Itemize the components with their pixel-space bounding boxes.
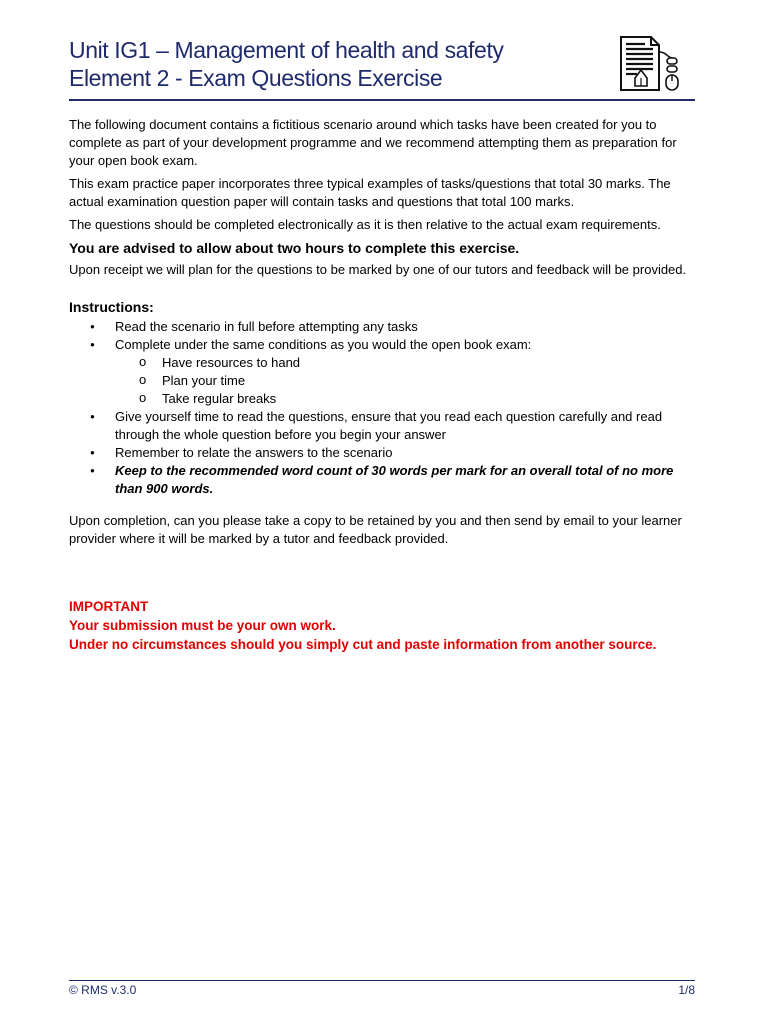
- title-line-2: Element 2 - Exam Questions Exercise: [69, 65, 443, 91]
- instructions-heading: Instructions:: [69, 299, 154, 315]
- header-divider: [69, 99, 695, 101]
- list-item: [69, 336, 695, 408]
- important-label: IMPORTANT: [69, 599, 149, 614]
- list-item: ● Remember to relate the answers to the scenario: [69, 444, 695, 462]
- completion-paragraph: Upon completion, can you please take a copy to be retained by you and then send by email to your learner provider where it will be marked by a tutor and feedback provided.: [69, 513, 682, 546]
- footer-version: © RMS v.3.0: [69, 983, 137, 997]
- sub-list: [115, 354, 695, 408]
- sub-list-item: o Have resources to hand: [69, 354, 695, 372]
- intro-paragraph-2: This exam practice paper incorporates three typical examples of tasks/questions that total 30 marks. The actual examination question paper will contain tasks and questions that total 100 marks.: [69, 176, 671, 209]
- sub-list-item: o Take regular breaks: [69, 390, 695, 408]
- list-item-word-count: ● Keep to the recommended word count of 30 words per mark for an overall total of no more than 900 words.: [69, 462, 695, 498]
- instructions-list: [69, 318, 695, 498]
- intro-paragraph-4: Upon receipt we will plan for the questions to be marked by one of our tutors and feedback will be provided.: [69, 262, 687, 277]
- footer-divider: [69, 980, 695, 981]
- time-advice: You are advised to allow about two hours to complete this exercise.: [69, 240, 520, 256]
- list-item-text: Complete under the same conditions as you would the open book exam:: [115, 337, 532, 352]
- important-line-1: Your submission must be your own work.: [69, 618, 336, 633]
- page-number: 1/8: [678, 983, 695, 997]
- intro-paragraph-3: The questions should be completed electronically as it is then relative to the actual exam requirements.: [69, 217, 661, 232]
- list-item: ● Give yourself time to read the questions, ensure that you read each question carefully and read through the whole question before you begin your answer: [69, 408, 695, 444]
- important-line-2: Under no circumstances should you simply cut and paste information from another source.: [69, 637, 657, 652]
- title-line-1: Unit IG1 – Management of health and safety: [69, 37, 504, 63]
- page-header: [69, 36, 699, 98]
- document-mouse-icon: [617, 34, 681, 94]
- sub-list-item: o Plan your time: [69, 372, 695, 390]
- list-item: ● Read the scenario in full before attempting any tasks: [69, 318, 695, 336]
- page-footer: [69, 980, 695, 997]
- document-body: [69, 116, 695, 654]
- intro-paragraph-1: The following document contains a fictitious scenario around which tasks have been created for you to complete as part of your development programme and we recommend attempting them as preparation for your open book exam.: [69, 117, 677, 168]
